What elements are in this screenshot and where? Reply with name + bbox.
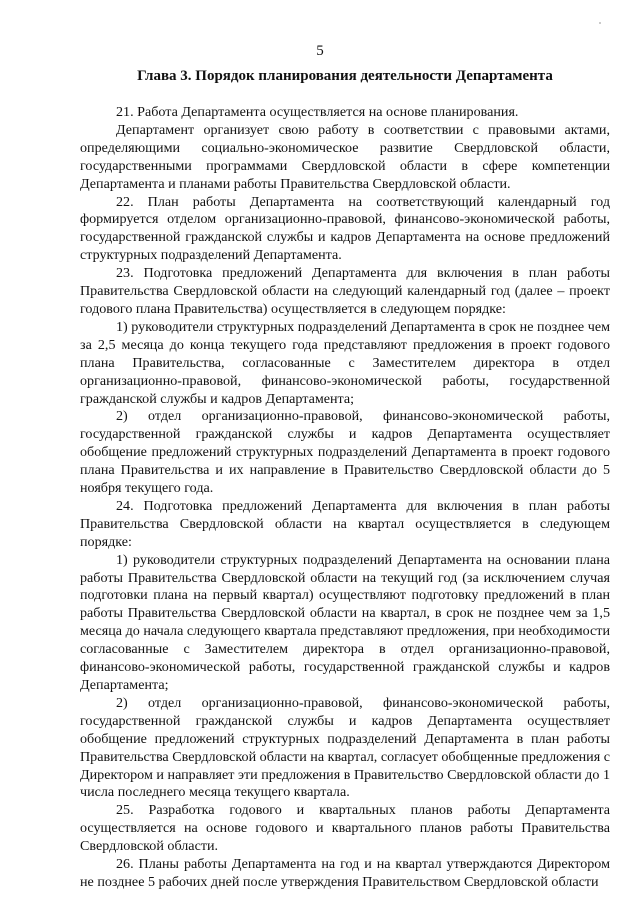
page-number: 5 (316, 43, 324, 59)
paragraph-24-item-1: 1) руководители структурных подразделений Департамента на основании плана работы Правительства Свердловской области на текущий год (за исключением случая подготовки плана на первый квартал) осуществляют подготовку предложений в план работы Правительства Свердловской области на квартал, в срок не позднее чем за 1,5 месяца до начала следующего квартала представляют предложения, при необходимости согласованные с Заместителем директора в отдел организационно-правовой, финансово-экономической работы, государственной гражданской службы и кадров Департамента; (80, 551, 610, 693)
paragraph-23: 23. Подготовка предложений Департамента для включения в план работы Правительства Свердловской области на следующий календарный год (далее – проект годового плана Правительства) осуществляется в следующем порядке: (80, 265, 610, 317)
paragraph-24: 24. Подготовка предложений Департамента для включения в план работы Правительства Свердловской области на квартал осуществляется в следующем порядке: (80, 497, 610, 550)
paragraph-department-organization: Департамент организует свою работу в соответствии с правовыми актами, определяющими социально-экономическое развитие Свердловской области, государственными программами Свердловской области в сфере компетенции Департамента и планами работы Правительства Свердловской области. (80, 121, 610, 192)
paragraph-23-item-1: 1) руководители структурных подразделений Департамента в срок не позднее чем за 2,5 месяца до конца текущего года представляют предложения в проект годового плана Правительства, согласованные с Заместителем директора в отдел организационно-правовой, финансово-экономической работы, государственной гражданской службы и кадров Департамента; (80, 318, 610, 407)
paragraph-25: 25. Разработка годового и квартальных планов работы Департамента осуществляется на основе годового и квартального планов работы Правительства Свердловской области. (80, 802, 610, 855)
chapter-title: Глава 3. Порядок планирования деятельности Департамента (137, 68, 553, 84)
body-text (80, 104, 610, 892)
paragraph-22: 22. План работы Департамента на соответствующий календарный год формируется отделом организационно-правовой, финансово-экономической работы, государственной гражданской службы и кадров Департамента на основе предложений структурных подразделений Департамента. (80, 193, 610, 264)
scan-speck (599, 22, 601, 24)
paragraph-21: 21. Работа Департамента осуществляется на основе планирования. (116, 104, 519, 120)
paragraph-23-item-2: 2) отдел организационно-правовой, финансово-экономической работы, государственной гражданской службы и кадров Департамента осуществляет обобщение предложений структурных подразделений Департамента в проект годового плана Правительства и их направление в Правительство Свердловской области до 5 ноября текущего года. (80, 408, 610, 497)
paragraph-24-item-2: 2) отдел организационно-правовой, финансово-экономической работы, государственной гражданской службы и кадров Департамента осуществляет обобщение предложений структурных подразделений Департамента в план работы Правительства Свердловской области на квартал, согласует обобщенные предложения с Директором и направляет эти предложения в Правительство Свердловской области до 1 числа последнего месяца текущего квартала. (80, 694, 610, 801)
paragraph-26: 26. Планы работы Департамента на год и на квартал утверждаются Директором не позднее 5 рабочих дней после утверждения Правительством Свердловской области (80, 856, 610, 890)
